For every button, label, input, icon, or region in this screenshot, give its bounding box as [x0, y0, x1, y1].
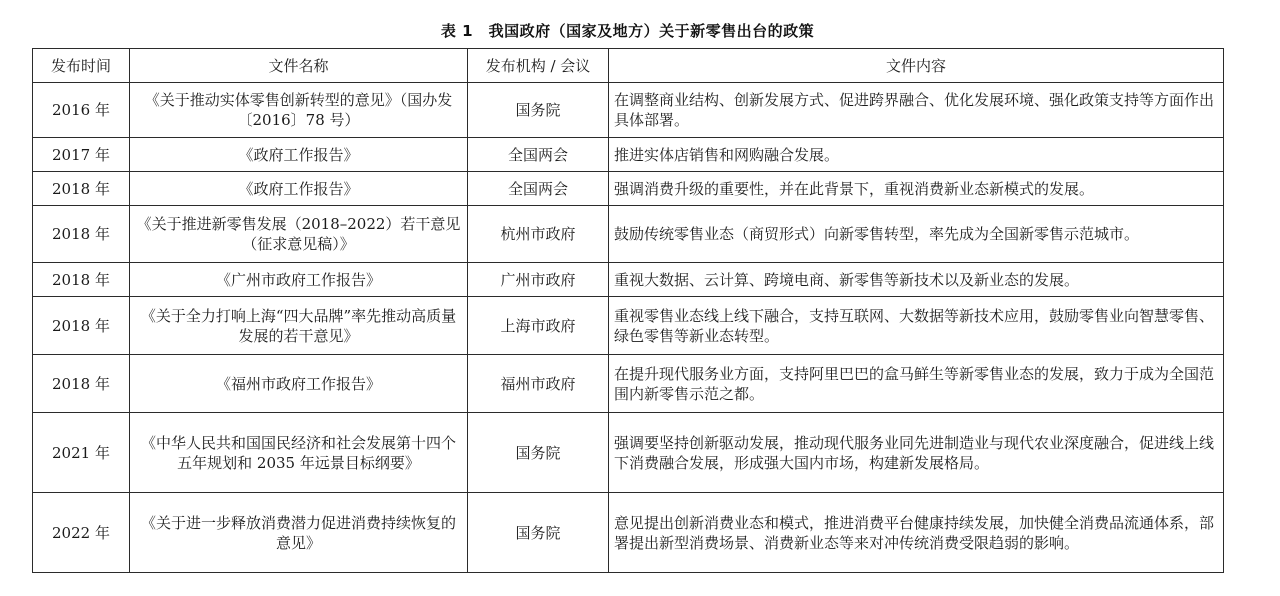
- cell-year: 2022 年: [33, 493, 130, 573]
- cell-issuing-body: 国务院: [468, 413, 609, 493]
- cell-content: 强调要坚持创新驱动发展，推动现代服务业同先进制造业与现代农业深度融合，促进线上线下消费融合发展，形成强大国内市场，构建新发展格局。: [609, 413, 1224, 493]
- cell-issuing-body: 全国两会: [468, 138, 609, 172]
- cell-document-name: 《政府工作报告》: [130, 138, 468, 172]
- cell-document-name: 《广州市政府工作报告》: [130, 263, 468, 297]
- cell-issuing-body: 全国两会: [468, 172, 609, 206]
- cell-content: 重视大数据、云计算、跨境电商、新零售等新技术以及新业态的发展。: [609, 263, 1224, 297]
- cell-document-name: 《关于推动实体零售创新转型的意见》（国办发〔2016〕78 号）: [130, 83, 468, 138]
- cell-content: 强调消费升级的重要性，并在此背景下，重视消费新业态新模式的发展。: [609, 172, 1224, 206]
- table-row: [33, 172, 1224, 206]
- cell-year: 2017 年: [33, 138, 130, 172]
- cell-document-name: 《政府工作报告》: [130, 172, 468, 206]
- cell-content: 鼓励传统零售业态（商贸形式）向新零售转型，率先成为全国新零售示范城市。: [609, 206, 1224, 263]
- cell-year: 2018 年: [33, 206, 130, 263]
- table-header-row: [33, 49, 1224, 83]
- cell-document-name: 《关于进一步释放消费潜力促进消费持续恢复的意见》: [130, 493, 468, 573]
- cell-issuing-body: 广州市政府: [468, 263, 609, 297]
- cell-year: 2016 年: [33, 83, 130, 138]
- cell-document-name: 《福州市政府工作报告》: [130, 355, 468, 413]
- cell-document-name: 《关于全力打响上海“四大品牌”率先推动高质量发展的若干意见》: [130, 297, 468, 355]
- table-row: [33, 355, 1224, 413]
- header-document-content: 文件内容: [609, 49, 1224, 83]
- cell-content: 重视零售业态线上线下融合，支持互联网、大数据等新技术应用，鼓励零售业向智慧零售、绿色零售等新业态转型。: [609, 297, 1224, 355]
- cell-document-name: 《关于推进新零售发展（2018–2022）若干意见（征求意见稿）》: [130, 206, 468, 263]
- header-issuing-body: 发布机构 / 会议: [468, 49, 609, 83]
- table-row: [33, 138, 1224, 172]
- cell-issuing-body: 福州市政府: [468, 355, 609, 413]
- table-row: [33, 206, 1224, 263]
- table-row: [33, 83, 1224, 138]
- table-row: [33, 297, 1224, 355]
- cell-year: 2018 年: [33, 172, 130, 206]
- header-document-name: 文件名称: [130, 49, 468, 83]
- header-release-time: 发布时间: [33, 49, 130, 83]
- cell-year: 2018 年: [33, 263, 130, 297]
- cell-content: 意见提出创新消费业态和模式，推进消费平台健康持续发展，加快健全消费品流通体系，部署提出新型消费场景、消费新业态等来对冲传统消费受限趋弱的影响。: [609, 493, 1224, 573]
- cell-year: 2018 年: [33, 355, 130, 413]
- cell-content: 推进实体店销售和网购融合发展。: [609, 138, 1224, 172]
- cell-content: 在提升现代服务业方面，支持阿里巴巴的盒马鲜生等新零售业态的发展，致力于成为全国范围内新零售示范之都。: [609, 355, 1224, 413]
- cell-issuing-body: 上海市政府: [468, 297, 609, 355]
- cell-issuing-body: 国务院: [468, 493, 609, 573]
- cell-document-name: 《中华人民共和国国民经济和社会发展第十四个五年规划和 2035 年远景目标纲要》: [130, 413, 468, 493]
- cell-year: 2018 年: [33, 297, 130, 355]
- table-row: [33, 263, 1224, 297]
- cell-issuing-body: 杭州市政府: [468, 206, 609, 263]
- cell-issuing-body: 国务院: [468, 83, 609, 138]
- table-row: [33, 413, 1224, 493]
- table-caption: 表 1 我国政府（国家及地方）关于新零售出台的政策: [440, 22, 815, 40]
- policy-table: [32, 48, 1224, 573]
- cell-content: 在调整商业结构、创新发展方式、促进跨界融合、优化发展环境、强化政策支持等方面作出具体部署。: [609, 83, 1224, 138]
- cell-year: 2021 年: [33, 413, 130, 493]
- table-row: [33, 493, 1224, 573]
